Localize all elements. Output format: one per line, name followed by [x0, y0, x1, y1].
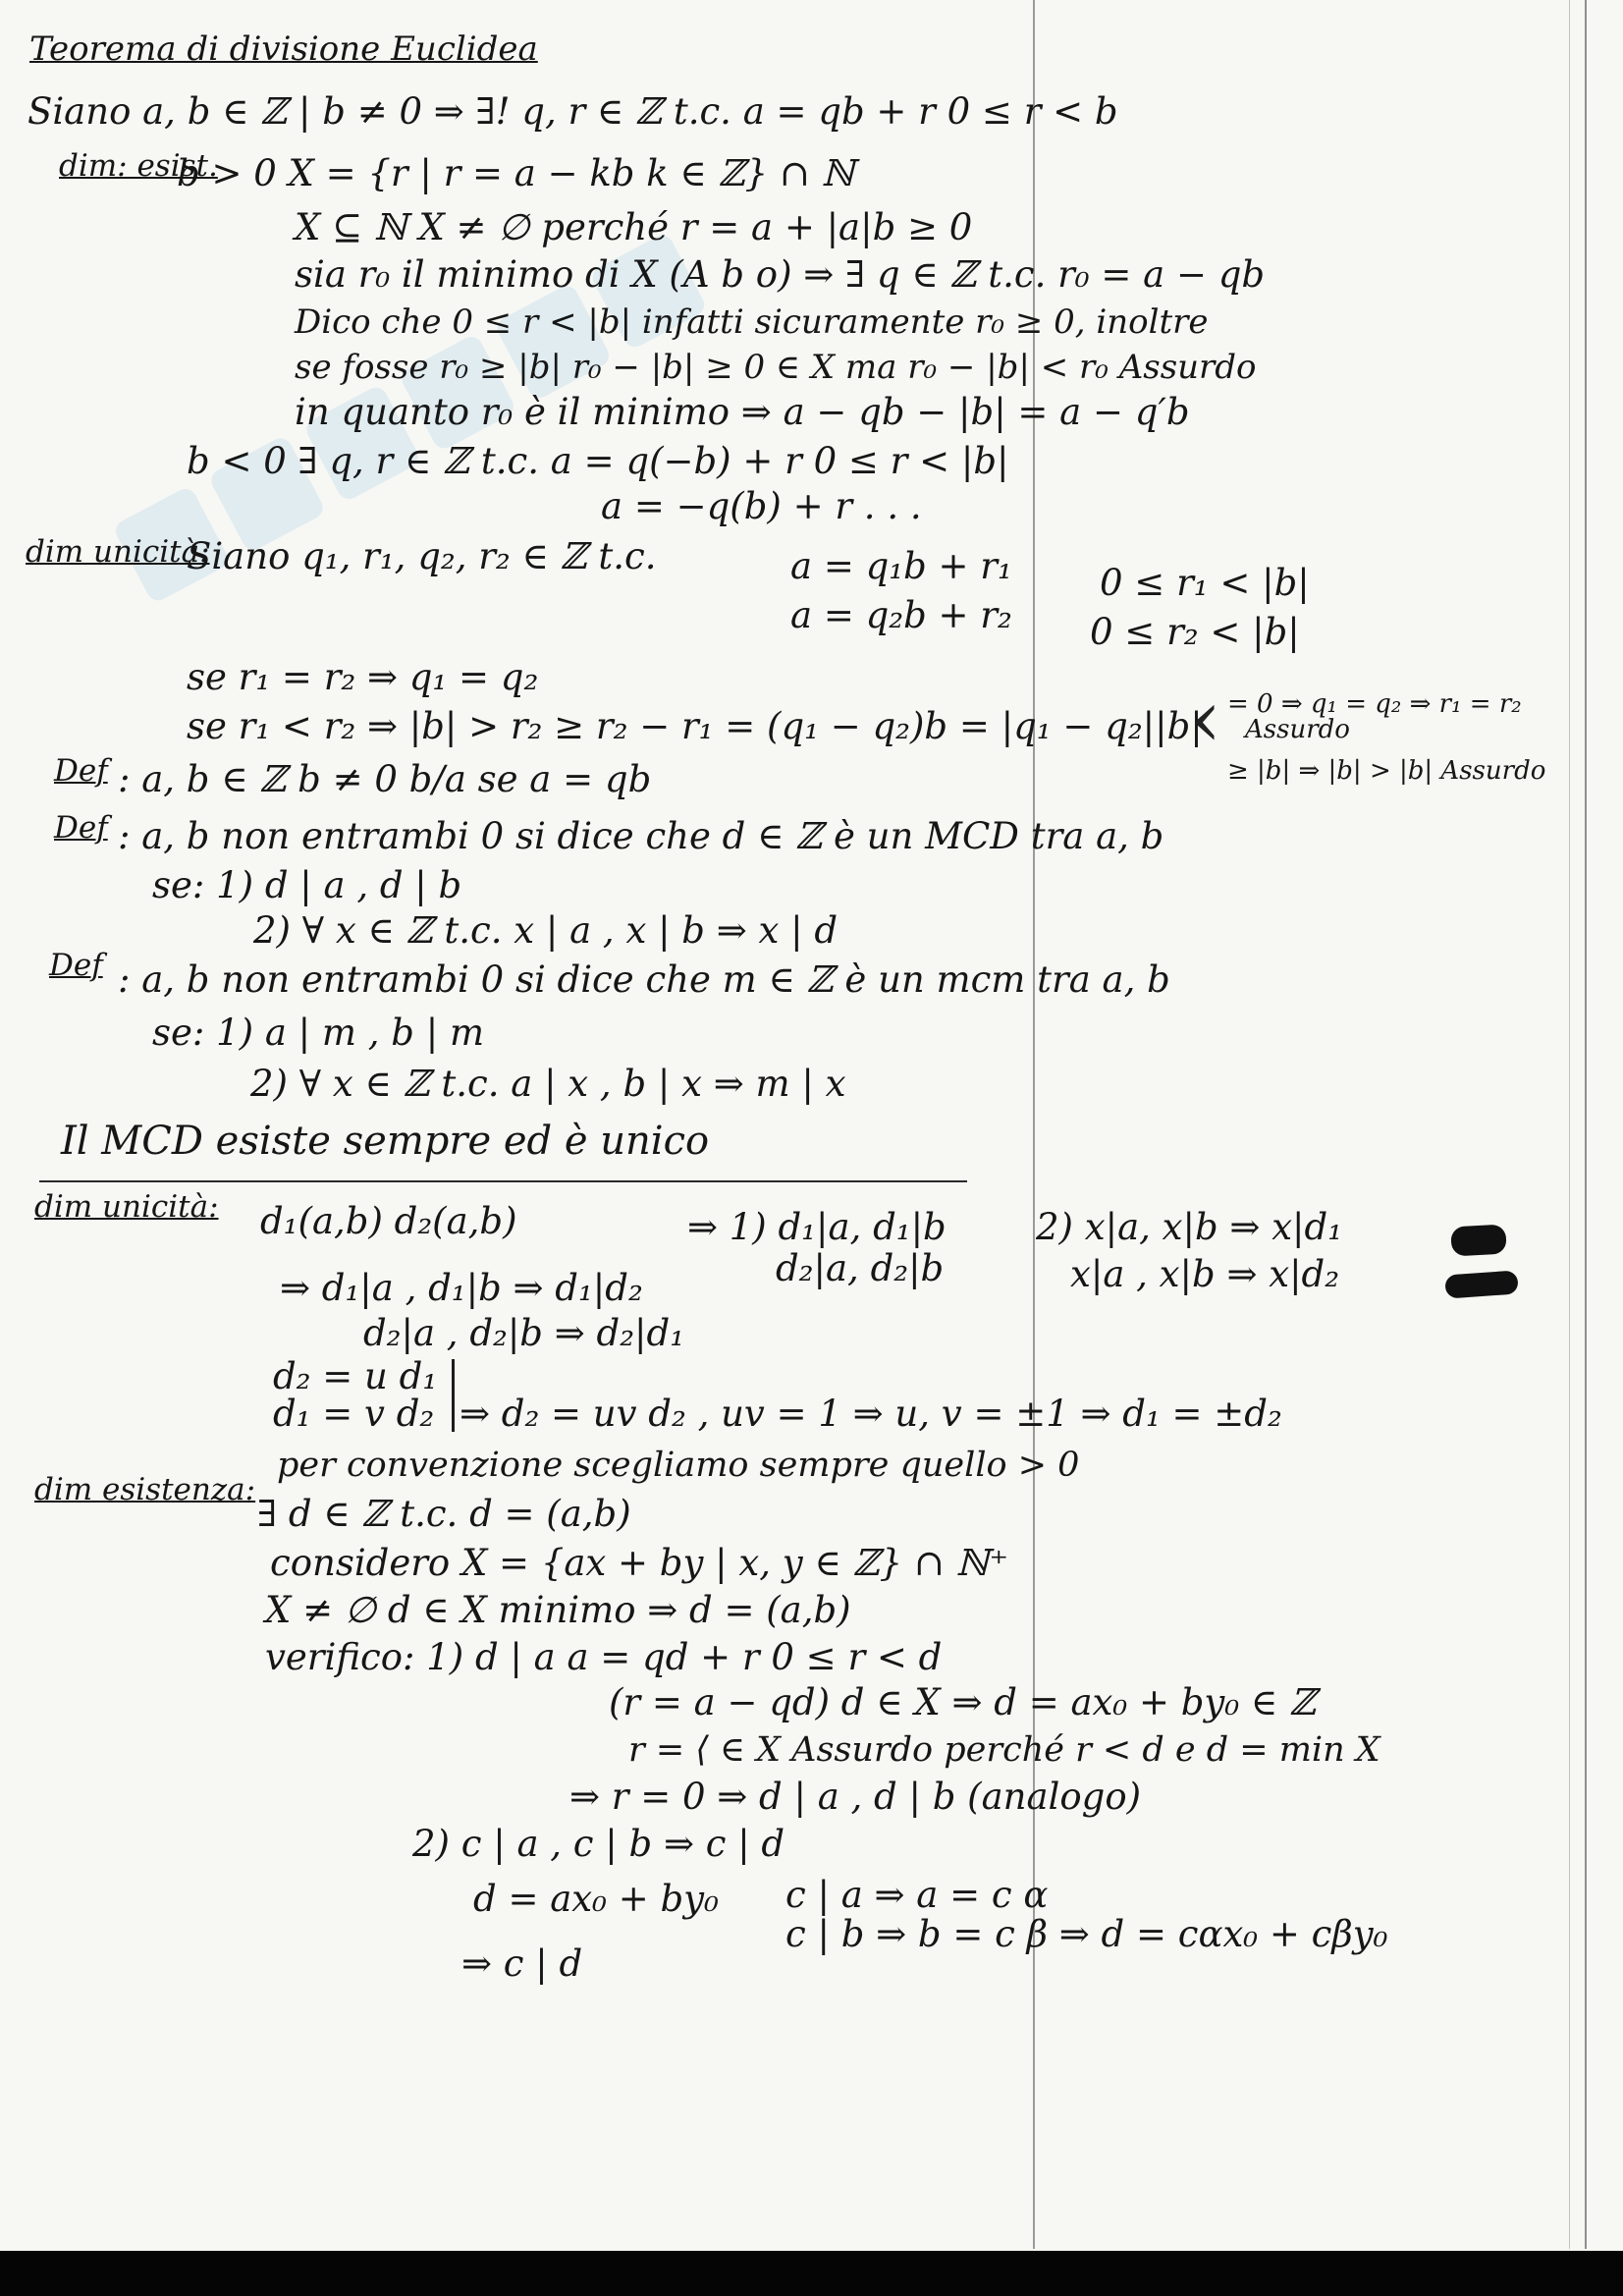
proof-line: ⇒ 1) d₁|a, d₁|b	[687, 1206, 947, 1248]
proof-line: considero X = {ax + by | x, y ∈ ℤ} ∩ ℕ⁺	[270, 1542, 1009, 1584]
proof-line: 2) c | a , c | b ⇒ c | d	[412, 1823, 785, 1865]
proof-line: Dico che 0 ≤ r < |b| infatti sicuramente r₀ ≥ 0, inoltre	[295, 302, 1209, 342]
equation-line: 0 ≤ r₁ < |b|	[1100, 562, 1310, 604]
ink-smudge	[1444, 1270, 1518, 1298]
proof-line: b > 0 X = {r | r = a − kb k ∈ ℤ} ∩ ℕ	[177, 152, 855, 194]
ink-smudge	[1450, 1225, 1506, 1257]
proof-line: se r₁ = r₂ ⇒ q₁ = q₂	[187, 656, 539, 698]
proof-line: se fosse r₀ ≥ |b| r₀ − |b| ≥ 0 ∈ X ma r₀ − |b| < r₀ Assurdo	[295, 348, 1257, 387]
case-line: Assurdo	[1245, 715, 1350, 744]
proof-line: ∃ d ∈ ℤ t.c. d = (a,b)	[257, 1493, 631, 1535]
proof-line: (r = a − qd) d ∈ X ⇒ d = ax₀ + by₀ ∈ ℤ	[609, 1681, 1317, 1723]
definition-text: 2) ∀ x ∈ ℤ t.c. x | a , x | b ⇒ x | d	[253, 909, 839, 952]
proof-line: d₁(a,b) d₂(a,b)	[260, 1200, 517, 1242]
equation-line: a = q₂b + r₂	[790, 594, 1012, 636]
proof-line: ⇒ r = 0 ⇒ d | a , d | b (analogo)	[569, 1776, 1142, 1818]
page-edge-line	[1585, 0, 1587, 2249]
proof-line: 2) x|a, x|b ⇒ x|d₁	[1036, 1206, 1343, 1248]
equation-line: a = q₁b + r₁	[790, 545, 1012, 587]
section-heading: Il MCD esiste sempre ed è unico	[61, 1119, 710, 1164]
proof-line: d₂ = u d₁	[273, 1355, 438, 1397]
section-divider	[39, 1180, 967, 1182]
proof-line: se r₁ < r₂ ⇒ |b| > r₂ ≥ r₂ − r₁ = (q₁ − q₂)b = |q₁ − q₂||b|	[187, 705, 1203, 747]
proof-line: X ≠ ∅ d ∈ X minimo ⇒ d = (a,b)	[265, 1589, 851, 1631]
proof-line: b < 0 ∃ q, r ∈ ℤ t.c. a = q(−b) + r 0 ≤ r < |b|	[187, 440, 1009, 482]
proof-line: Siano q₁, r₁, q₂, r₂ ∈ ℤ t.c.	[187, 535, 657, 577]
page-edge-line	[1569, 0, 1570, 2249]
proof-line: c | a ⇒ a = c α	[785, 1874, 1049, 1916]
definition-text: se: 1) d | a , d | b	[152, 864, 462, 906]
definition-text: : a, b non entrambi 0 si dice che d ∈ ℤ è un MCD tra a, b	[118, 815, 1164, 857]
proof-line: ⇒ d₁|a , d₁|b ⇒ d₁|d₂	[280, 1267, 643, 1309]
uniqueness-proof-label: dim unicità:	[26, 534, 210, 570]
proof-line: verifico: 1) d | a a = qd + r 0 ≤ r < d	[265, 1636, 943, 1678]
scan-border	[0, 2251, 1623, 2296]
definition-label: Def	[54, 810, 108, 846]
page-title: Teorema di divisione Euclidea	[29, 29, 538, 69]
case-line: ≥ |b| ⇒ |b| > |b| Assurdo	[1227, 756, 1546, 786]
proof-line: X ⊆ ℕ X ≠ ∅ perché r = a + |a|b ≥ 0	[295, 206, 973, 248]
definition-text: se: 1) a | m , b | m	[152, 1011, 485, 1054]
proof-line: per convenzione scegliamo sempre quello > 0	[277, 1446, 1080, 1485]
proof-line: r = ⟨ ∈ X Assurdo perché r < d e d = min X	[628, 1730, 1380, 1770]
equation-line: 0 ≤ r₂ < |b|	[1090, 611, 1300, 653]
uniqueness-proof-label: dim unicità:	[34, 1189, 219, 1225]
case-brace: ‹	[1190, 673, 1221, 764]
proof-line: d₁ = v d₂	[273, 1393, 435, 1435]
definition-label: Def	[54, 753, 108, 789]
definition-text: 2) ∀ x ∈ ℤ t.c. a | x , b | x ⇒ m | x	[250, 1063, 846, 1105]
definition-text: : a, b ∈ ℤ b ≠ 0 b/a se a = qb	[118, 758, 652, 800]
proof-line: c | b ⇒ b = c β ⇒ d = cαx₀ + cβy₀	[785, 1913, 1388, 1955]
existence-proof-label: dim: esist.	[59, 148, 218, 184]
proof-line: d = ax₀ + by₀	[473, 1878, 719, 1920]
proof-line: sia r₀ il minimo di X (A b o) ⇒ ∃ q ∈ ℤ t.c. r₀ = a − qb	[295, 253, 1266, 296]
definition-text: : a, b non entrambi 0 si dice che m ∈ ℤ è un mcm tra a, b	[118, 958, 1170, 1001]
proof-line: ⇒ c | d	[461, 1942, 583, 1985]
proof-line: x|a , x|b ⇒ x|d₂	[1070, 1253, 1340, 1295]
bracket-bar	[452, 1359, 455, 1432]
proof-line: d₂|a , d₂|b ⇒ d₂|d₁	[363, 1312, 685, 1354]
case-line: = 0 ⇒ q₁ = q₂ ⇒ r₁ = r₂	[1227, 689, 1522, 719]
proof-line: a = −q(b) + r . . .	[601, 485, 922, 527]
existence-proof-label: dim esistenza:	[34, 1472, 256, 1507]
theorem-statement: Siano a, b ∈ ℤ | b ≠ 0 ⇒ ∃! q, r ∈ ℤ t.c. a = qb + r 0 ≤ r < b	[27, 90, 1118, 133]
proof-line: d₂|a, d₂|b	[776, 1247, 945, 1289]
proof-line: in quanto r₀ è il minimo ⇒ a − qb − |b| = a − q′b	[295, 391, 1190, 433]
proof-line: ⇒ d₂ = uv d₂ , uv = 1 ⇒ u, v = ±1 ⇒ d₁ = ±d₂	[460, 1393, 1282, 1435]
definition-label: Def	[49, 948, 103, 983]
